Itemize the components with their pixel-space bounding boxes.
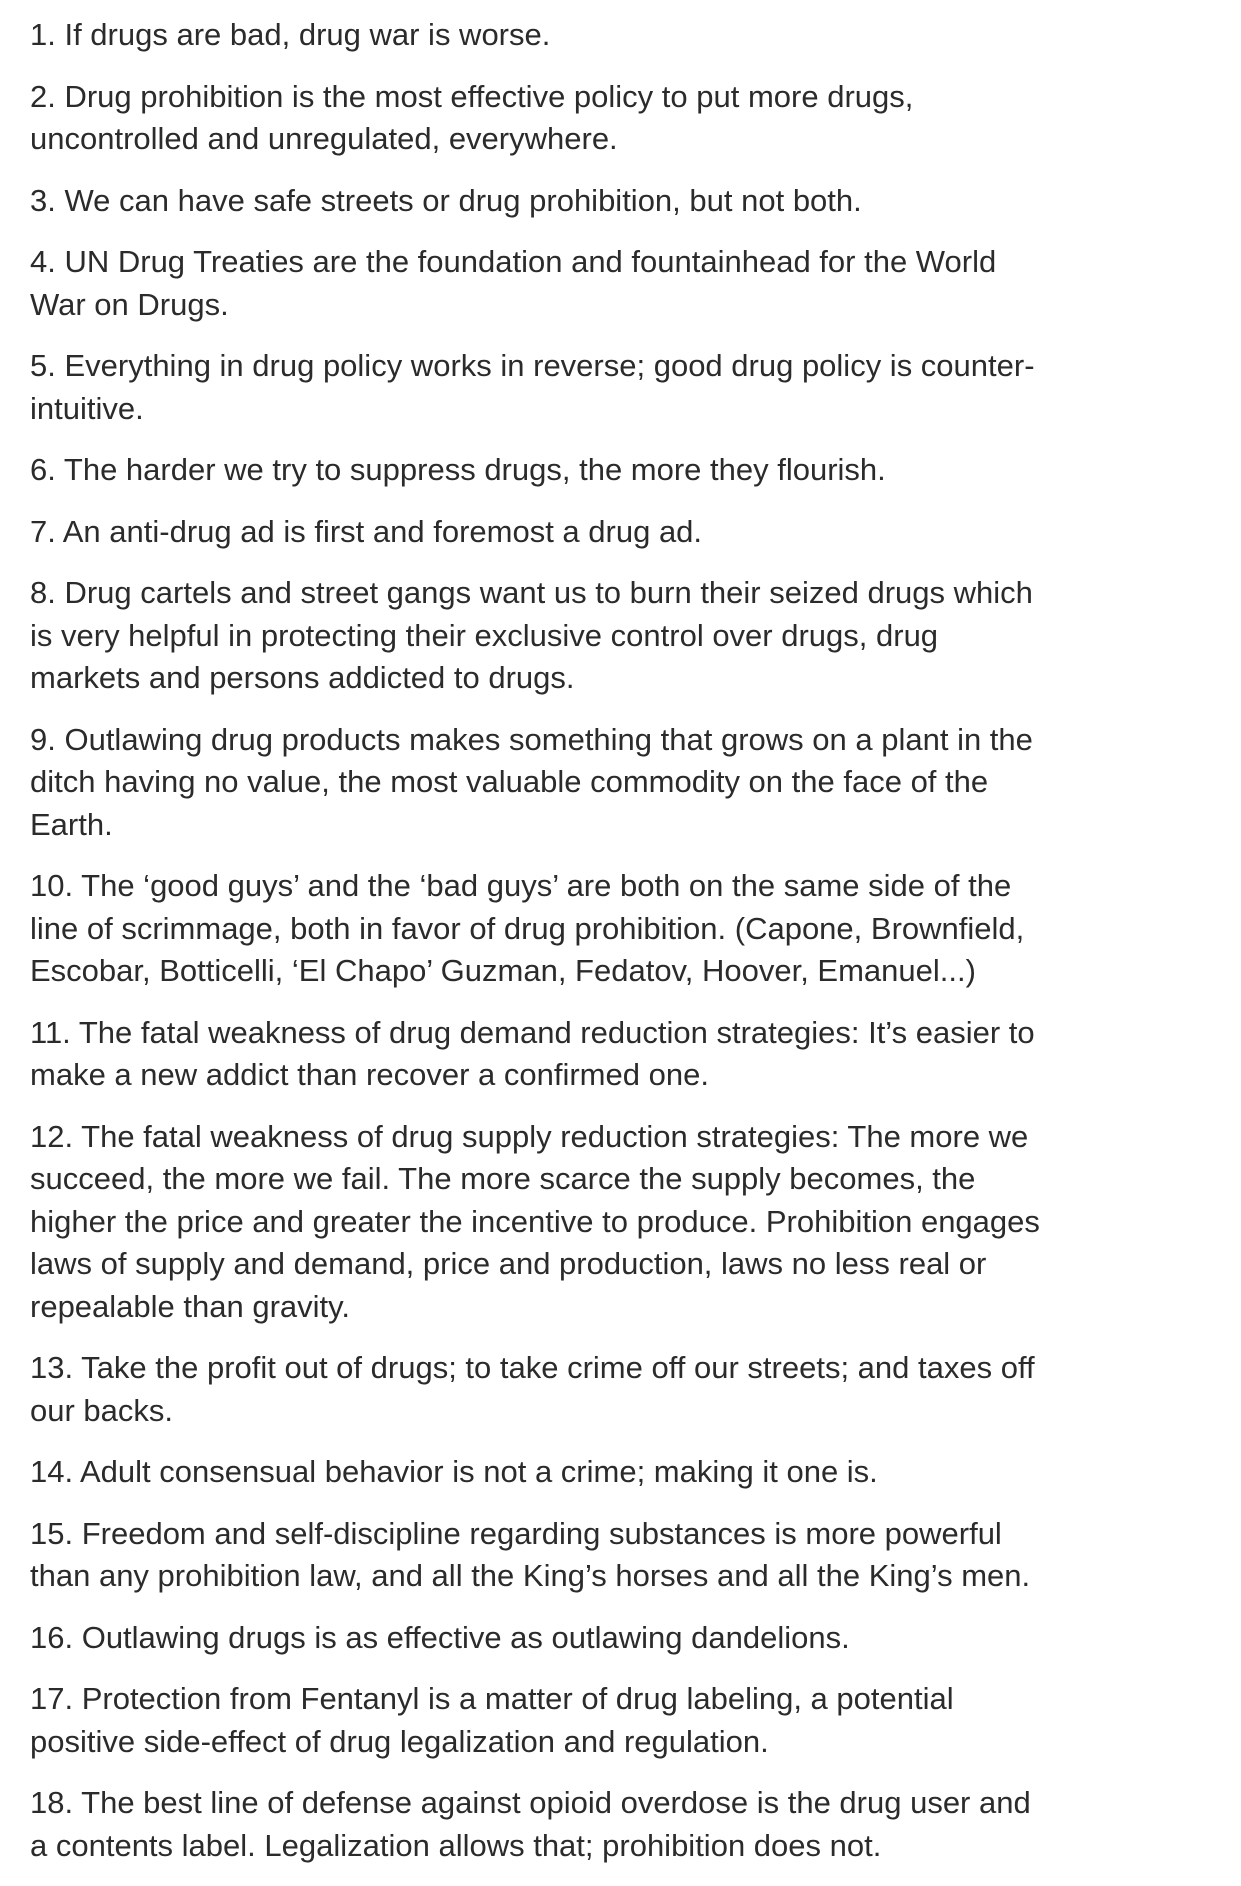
list-item-line: 1. If drugs are bad, drug war is worse. — [30, 17, 551, 52]
list-item-9 — [30, 719, 1230, 847]
list-item-line: 2. Drug prohibition is the most effective policy to put more drugs, — [30, 78, 914, 114]
list-item-line: 12. The fatal weakness of drug supply reduction strategies: The more we — [30, 1118, 1029, 1154]
list-item-line: War on Drugs. — [30, 286, 229, 322]
list-item-14 — [30, 1451, 1230, 1494]
list-item-line: 6. The harder we try to suppress drugs, the more they flourish. — [30, 452, 886, 487]
list-item-2 — [30, 76, 1230, 161]
list-item-line: higher the price and greater the incentive to produce. Prohibition engages — [30, 1203, 1040, 1239]
list-item-11 — [30, 1012, 1230, 1097]
list-item-line: positive side-effect of drug legalization and regulation. — [30, 1723, 769, 1759]
list-item-line: 9. Outlawing drug products makes something that grows on a plant in the — [30, 721, 1033, 757]
list-item-line: intuitive. — [30, 390, 144, 426]
list-item-line: 11. The fatal weakness of drug demand reduction strategies: It’s easier to — [30, 1014, 1035, 1050]
list-item-line: 16. Outlawing drugs is as effective as outlawing dandelions. — [30, 1619, 850, 1655]
list-item-13 — [30, 1347, 1230, 1432]
list-item-7 — [30, 511, 1230, 554]
list-item-line: ditch having no value, the most valuable commodity on the face of the — [30, 764, 989, 799]
list-item-line: is very helpful in protecting their exclusive control over drugs, drug — [30, 617, 939, 653]
list-item-line: make a new addict than recover a confirmed one. — [30, 1057, 709, 1092]
list-item-line: repealable than gravity. — [30, 1288, 350, 1324]
list-item-8 — [30, 572, 1230, 700]
list-item-15 — [30, 1513, 1230, 1598]
list-item-line: a contents label. Legalization allows that; prohibition does not. — [30, 1827, 882, 1863]
list-item-1 — [30, 14, 1230, 57]
list-item-line: 14. Adult consensual behavior is not a crime; making it one is. — [30, 1454, 878, 1489]
list-item-line: 8. Drug cartels and street gangs want us to burn their seized drugs which — [30, 575, 1033, 610]
list-item-line: 15. Freedom and self-discipline regarding substances is more powerful — [30, 1515, 1002, 1551]
list-item-6 — [30, 449, 1230, 492]
list-item-line: 5. Everything in drug policy works in reverse; good drug policy is counter- — [30, 348, 1035, 383]
list-item-line: 4. UN Drug Treaties are the foundation and fountainhead for the World — [30, 244, 997, 279]
list-item-16 — [30, 1617, 1230, 1660]
list-item-line: laws of supply and demand, price and production, laws no less real or — [30, 1246, 987, 1281]
list-item-18 — [30, 1782, 1230, 1867]
list-item-line: succeed, the more we fail. The more scarce the supply becomes, the — [30, 1161, 976, 1196]
list-item-line: 10. The ‘good guys’ and the ‘bad guys’ are both on the same side of the — [30, 868, 1012, 903]
list-item-12 — [30, 1116, 1230, 1329]
list-item-line: 17. Protection from Fentanyl is a matter of drug labeling, a potential — [30, 1681, 954, 1716]
list-item-3 — [30, 180, 1230, 223]
list-item-line: line of scrimmage, both in favor of drug prohibition. (Capone, Brownfield, — [30, 910, 1025, 946]
list-item-line: 18. The best line of defense against opioid overdose is the drug user and — [30, 1785, 1031, 1820]
list-item-17 — [30, 1678, 1230, 1763]
list-item-line: 3. We can have safe streets or drug prohibition, but not both. — [30, 182, 862, 218]
list-item-line: uncontrolled and unregulated, everywhere. — [30, 121, 618, 156]
list-item-line: Earth. — [30, 806, 113, 842]
list-item-line: 7. An anti-drug ad is first and foremost a drug ad. — [30, 513, 703, 549]
list-item-10 — [30, 865, 1230, 993]
list-item-5 — [30, 345, 1230, 430]
list-item-line: our backs. — [30, 1392, 174, 1428]
numbered-statement-list — [30, 14, 1230, 1886]
list-item-line: markets and persons addicted to drugs. — [30, 660, 575, 695]
list-item-4 — [30, 241, 1230, 326]
list-item-line: Escobar, Botticelli, ‘El Chapo’ Guzman, Fedatov, Hoover, Emanuel...) — [30, 953, 976, 988]
list-item-line: than any prohibition law, and all the King’s horses and all the King’s men. — [30, 1558, 1031, 1593]
list-item-line: 13. Take the profit out of drugs; to take crime off our streets; and taxes off — [30, 1350, 1035, 1385]
